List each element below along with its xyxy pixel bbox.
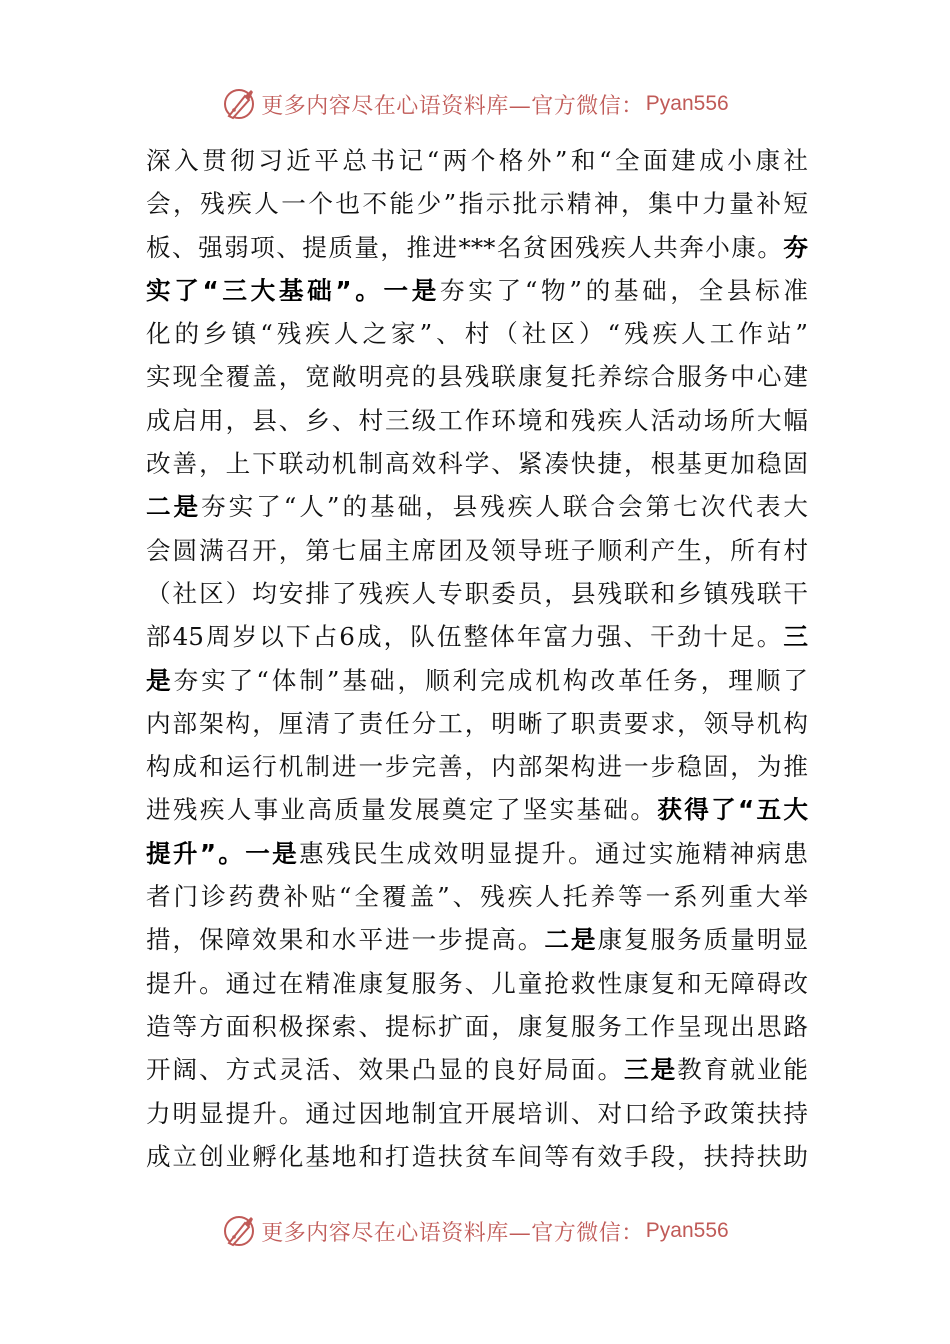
- bold-heading-segment: 二是: [146, 492, 202, 522]
- text-segment: 康复服务质量明显: [597, 925, 808, 955]
- text-line: [146, 139, 808, 182]
- text-segment: 化的乡镇“残疾人之家”、村（社区）“残疾人工作站”: [146, 319, 808, 349]
- text-segment: 惠残民生成效明显提升。通过实施精神病患: [299, 838, 808, 868]
- text-segment: 板、强弱项、提质量，推进***名贫困残疾人共奔小康。: [146, 232, 784, 262]
- text-segment: 开阔、方式灵活、效果凸显的良好局面。: [146, 1055, 625, 1085]
- text-line: [146, 182, 808, 225]
- text-segment: 力明显提升。通过因地制宜开展培训、对口给予政策扶持: [146, 1098, 808, 1128]
- text-line: [146, 1005, 808, 1048]
- text-line: [146, 962, 808, 1005]
- bold-heading-segment: 三: [783, 622, 808, 652]
- text-line: [146, 1048, 808, 1091]
- text-segment: 构成和运行机制进一步完善，内部架构进一步稳固，为推: [146, 752, 808, 782]
- watermark-text: 更多内容尽在心语资料库—官方微信：: [261, 1220, 644, 1246]
- text-line: [146, 399, 808, 442]
- text-segment: 提升。通过在精准康复服务、儿童抢救性康复和无障碍改: [146, 968, 808, 998]
- bold-heading-segment: 三是: [624, 1055, 678, 1085]
- text-line: [146, 702, 808, 745]
- text-line: [146, 355, 808, 398]
- text-segment: 成立创业孵化基地和打造扶贫车间等有效手段，扶持扶助: [146, 1141, 808, 1171]
- text-segment: 夯实了“物”的基础，全县标准: [440, 275, 808, 305]
- text-segment: 会圆满召开，第七届主席团及领导班子顺利产生，所有村: [146, 535, 808, 565]
- header-watermark-banner: [0, 84, 950, 124]
- bold-heading-segment: 二是: [544, 925, 598, 955]
- text-segment: （社区）均安排了残疾人专职委员，县残联和乡镇残联干: [146, 578, 808, 608]
- text-line: [146, 875, 808, 918]
- text-segment: 措，保障效果和水平进一步提高。: [146, 925, 545, 955]
- text-line: [146, 615, 808, 658]
- document-body: [146, 139, 808, 1178]
- bold-heading-segment: 夯: [783, 232, 808, 262]
- text-segment: 进残疾人事业高质量发展奠定了坚实基础。: [146, 795, 658, 825]
- watermark-wechat-handle: Pyan556: [645, 1219, 729, 1242]
- text-line: [146, 572, 808, 615]
- text-segment: 造等方面积极探索、提标扩面，康复服务工作呈现出思路: [146, 1011, 808, 1041]
- watermark-text: 更多内容尽在心语资料库—官方微信：: [261, 93, 644, 119]
- text-line: [146, 832, 808, 875]
- text-line: [146, 788, 808, 831]
- text-line: [146, 226, 808, 269]
- text-line: [146, 659, 808, 702]
- bold-heading-segment: 是: [146, 665, 174, 695]
- text-segment: 实现全覆盖，宽敞明亮的县残联康复托养综合服务中心建: [146, 362, 808, 392]
- text-segment: 内部架构，厘清了责任分工，明晰了职责要求，领导机构: [146, 708, 808, 738]
- text-segment: 夯实了“人”的基础，县残疾人联合会第七次代表大: [201, 492, 808, 522]
- text-line: [146, 918, 808, 961]
- text-line: [146, 1135, 808, 1178]
- pen-nib-logo-icon: [221, 1213, 257, 1249]
- text-line: [146, 1092, 808, 1135]
- watermark-wechat-handle: Pyan556: [645, 92, 729, 115]
- text-line: [146, 485, 808, 528]
- text-segment: 夯实了“体制”基础，顺利完成机构改革任务，理顺了: [173, 665, 808, 695]
- footer-watermark-banner: [0, 1211, 950, 1251]
- text-line: [146, 312, 808, 355]
- text-segment: 者门诊药费补贴“全覆盖”、残疾人托养等一系列重大举: [146, 882, 808, 912]
- text-line: [146, 529, 808, 572]
- pen-nib-logo-icon: [221, 86, 257, 122]
- text-line: [146, 442, 808, 485]
- text-segment: 教育就业能: [677, 1055, 808, 1085]
- bold-heading-segment: 实了“三大基础”。一是: [146, 275, 441, 305]
- text-segment: 深入贯彻习近平总书记“两个格外”和“全面建成小康社: [146, 146, 808, 175]
- text-line: [146, 269, 808, 312]
- text-segment: 改善，上下联动机制高效科学、紧凑快捷，根基更加稳固: [146, 449, 808, 479]
- bold-heading-segment: 获得了“五大: [657, 795, 808, 825]
- bold-heading-segment: 提升”。一是: [146, 838, 300, 868]
- text-segment: 部45周岁以下占6成，队伍整体年富力强、干劲十足。: [146, 622, 784, 652]
- text-line: [146, 745, 808, 788]
- text-segment: 会，残疾人一个也不能少”指示批示精神，集中力量补短: [146, 189, 808, 219]
- text-segment: 成启用，县、乡、村三级工作环境和残疾人活动场所大幅: [146, 405, 808, 435]
